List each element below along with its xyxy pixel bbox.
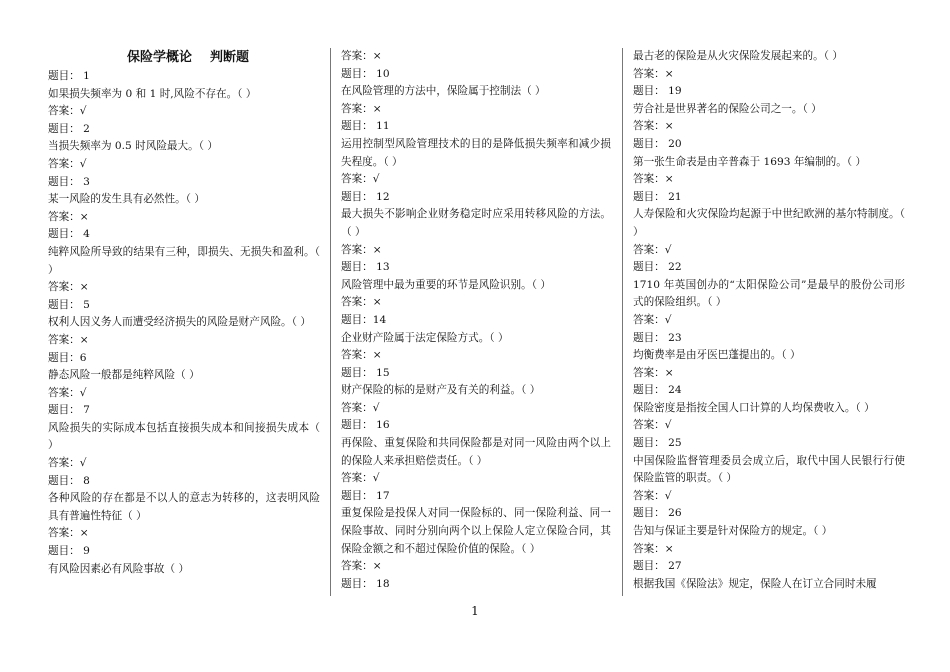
question-number: 题目： 19 (633, 85, 682, 98)
column-divider (622, 48, 623, 596)
answer-line: 答案：× (48, 281, 89, 294)
document-title: 保险学概论 判断题 (126, 50, 250, 65)
answer-line: 答案：× (341, 560, 382, 573)
question-number: 题目： 12 (341, 190, 390, 203)
column-items (341, 48, 611, 593)
answer-line: 答案：× (633, 120, 674, 133)
answer-line: 答案：× (633, 542, 674, 555)
answer-line: 答案：√ (633, 313, 672, 326)
column-3 (633, 48, 905, 593)
answer-line: 答案：× (633, 366, 674, 379)
question-number: 题目： 21 (633, 190, 682, 203)
question-text: 根据我国《保险法》规定，保险人在订立合同时未履 (633, 577, 877, 590)
question-text: 中国保险监督管理委员会成立后，取代中国人民银行行使保险监管的职责。（ ） (633, 454, 905, 485)
answer-line: 答案：× (48, 210, 89, 223)
question-text: 重复保险是投保人对同一保险标的、同一保险利益、同一保险事故、同时分别向两个以上保险人定立保险合同，其保险金额之和不超过保险价值的保险。（ ） (341, 507, 611, 555)
question-number: 题目： 9 (48, 545, 90, 558)
question-number: 题目： 10 (341, 67, 390, 80)
question-text: 告知与保证主要是针对保险方的规定。（ ） (633, 525, 833, 538)
question-number: 题目： 16 (341, 419, 390, 432)
question-number: 题目： 7 (48, 404, 90, 417)
question-text: 企业财产险属于法定保险方式。（ ） (341, 331, 509, 344)
answer-line: 答案：√ (341, 173, 380, 186)
question-number: 题目： 5 (48, 298, 90, 311)
question-text: 风险管理中最为重要的环节是风险识别。（ ） (341, 278, 551, 291)
question-text: 当损失频率为 0.5 时风险最大。（ ） (48, 140, 218, 153)
column-items (48, 68, 320, 578)
answer-line: 答案：× (341, 243, 382, 256)
question-number: 题目： 2 (48, 122, 90, 135)
question-number: 题目： 11 (341, 120, 390, 133)
question-number: 题目： 3 (48, 175, 90, 188)
answer-line: 答案：× (341, 296, 382, 309)
question-text: 均衡费率是由牙医巴蓬提出的。（ ） (633, 349, 801, 362)
answer-line: 答案：√ (633, 243, 672, 256)
question-text: 第一张生命表是由辛普森于 1693 年编制的。（ ） (633, 155, 867, 168)
question-number: 题目： 15 (341, 366, 390, 379)
question-text: 最古老的保险是从火灾保险发展起来的。（ ） (633, 50, 843, 62)
question-number: 题目： 8 (48, 474, 90, 487)
question-number: 题目： 25 (633, 437, 682, 450)
answer-line: 答案：√ (48, 105, 87, 118)
column-2 (341, 48, 611, 593)
question-text: 风险损失的实际成本包括直接损失成本和间接损失成本（ ） (48, 421, 320, 452)
question-text: 保险密度是指按全国人口计算的人均保费收入。（ ） (633, 401, 875, 414)
answer-line: 答案：× (633, 173, 674, 186)
question-text: 运用控制型风险管理技术的目的是降低损失频率和减少损失程度。（ ） (341, 137, 611, 168)
answer-line: 答案：√ (341, 472, 380, 485)
answer-line: 答案：× (341, 349, 382, 362)
page-number: 1 (471, 604, 479, 618)
question-text: 劳合社是世界著名的保险公司之一。（ ） (633, 102, 822, 115)
question-number: 题目： 17 (341, 489, 390, 502)
question-text: 各种风险的存在都是不以人的意志为转移的，这表明风险具有普遍性特征（ ） (48, 492, 320, 522)
question-text: 财产保险的标的是财产及有关的利益。（ ） (341, 384, 541, 397)
question-text: 最大损失不影响企业财务稳定时应采用转移风险的方法。（ ） (341, 208, 611, 238)
answer-line: 答案：√ (48, 157, 87, 170)
question-text: 权利人因义务人而遭受经济损失的风险是财产风险。（ ） (48, 316, 311, 329)
question-number: 题目： 13 (341, 261, 390, 274)
answer-line: 答案：√ (633, 489, 672, 502)
question-number: 题目：14 (341, 313, 387, 326)
column-1 (48, 48, 320, 578)
question-number: 题目： 27 (633, 560, 682, 573)
answer-line: 答案：× (48, 333, 89, 346)
question-text: 有风险因素必有风险事故（ ） (48, 562, 190, 575)
column-divider (330, 48, 331, 596)
question-number: 题目： 23 (633, 331, 682, 344)
column-items (633, 48, 905, 593)
answer-line: 答案：× (633, 67, 674, 80)
answer-line: 答案：√ (341, 401, 380, 414)
answer-line: 答案：√ (48, 386, 87, 399)
question-number: 题目： 18 (341, 577, 390, 590)
answer-line: 答案：× (341, 50, 382, 62)
question-text: 某一风险的发生具有必然性。（ ） (48, 193, 205, 206)
answer-line: 答案：× (48, 527, 89, 540)
question-number: 题目： 26 (633, 507, 682, 520)
answer-line: 答案：√ (633, 419, 672, 432)
question-number: 题目： 24 (633, 384, 682, 397)
question-text: 静态风险一般都是纯粹风险（ ） (48, 369, 200, 382)
question-number: 题目： 22 (633, 261, 682, 274)
question-text: 再保险、重复保险和共同保险都是对同一风险由两个以上的保险人来承担赔偿责任。（ ） (341, 437, 611, 467)
answer-line: 答案：√ (48, 457, 87, 470)
question-text: 纯粹风险所导致的结果有三种，即损失、无损失和盈利。（ ） (48, 245, 320, 276)
question-number: 题目：6 (48, 351, 87, 364)
question-number: 题目： 1 (48, 70, 90, 82)
question-number: 题目： 4 (48, 228, 90, 241)
answer-line: 答案：× (341, 102, 382, 115)
question-text: 在风险管理的方法中，保险属于控制法（ ） (341, 85, 546, 98)
question-text: 1710 年英国创办的“太阳保险公司”是最早的股份公司形式的保险组织。（ ） (633, 278, 905, 309)
question-text: 人寿保险和火灾保险均起源于中世纪欧洲的基尔特制度。（ ） (633, 208, 905, 238)
question-number: 题目： 20 (633, 137, 682, 150)
question-text: 如果损失频率为 0 和 1 时,风险不存在。（ ） (48, 87, 257, 100)
